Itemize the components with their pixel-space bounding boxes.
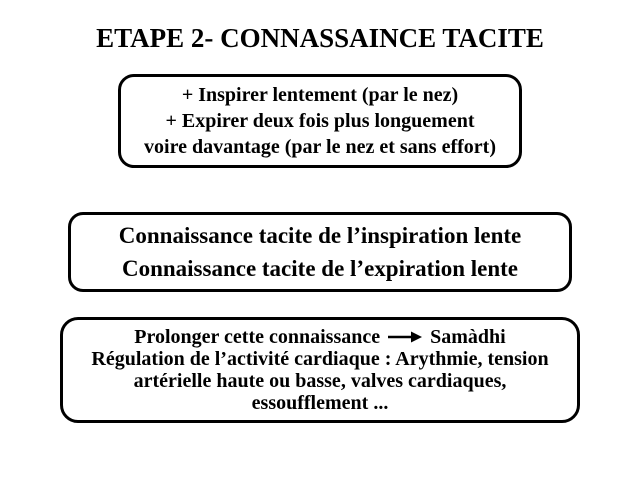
slide-title: ETAPE 2- CONNASSAINCE TACITE <box>96 23 544 53</box>
tacit-knowledge-box <box>68 212 572 292</box>
text-line: artérielle haute ou basse, valves cardiaques, <box>133 370 507 392</box>
samadhi-text: Samàdhi <box>430 326 506 348</box>
text-line-with-arrow <box>134 326 505 348</box>
text-line: Connaissance tacite de l’inspiration lente <box>118 223 522 248</box>
text-line: voire davantage (par le nez et sans effort) <box>144 136 496 158</box>
breathing-instructions-box <box>118 74 522 168</box>
slide <box>0 22 640 502</box>
text-line: + Inspirer lentement (par le nez) <box>181 84 459 106</box>
right-arrow-icon <box>387 330 423 344</box>
prolongation-box <box>60 317 580 423</box>
text-line: Connaissance tacite de l’expiration lente <box>121 256 519 281</box>
text-line: + Expirer deux fois plus longuement <box>165 110 475 132</box>
prolongation-text: Prolonger cette connaissance <box>134 326 381 348</box>
text-line: Régulation de l’activité cardiaque : Arythmie, tension <box>91 348 549 370</box>
text-line: essoufflement ... <box>251 392 389 414</box>
